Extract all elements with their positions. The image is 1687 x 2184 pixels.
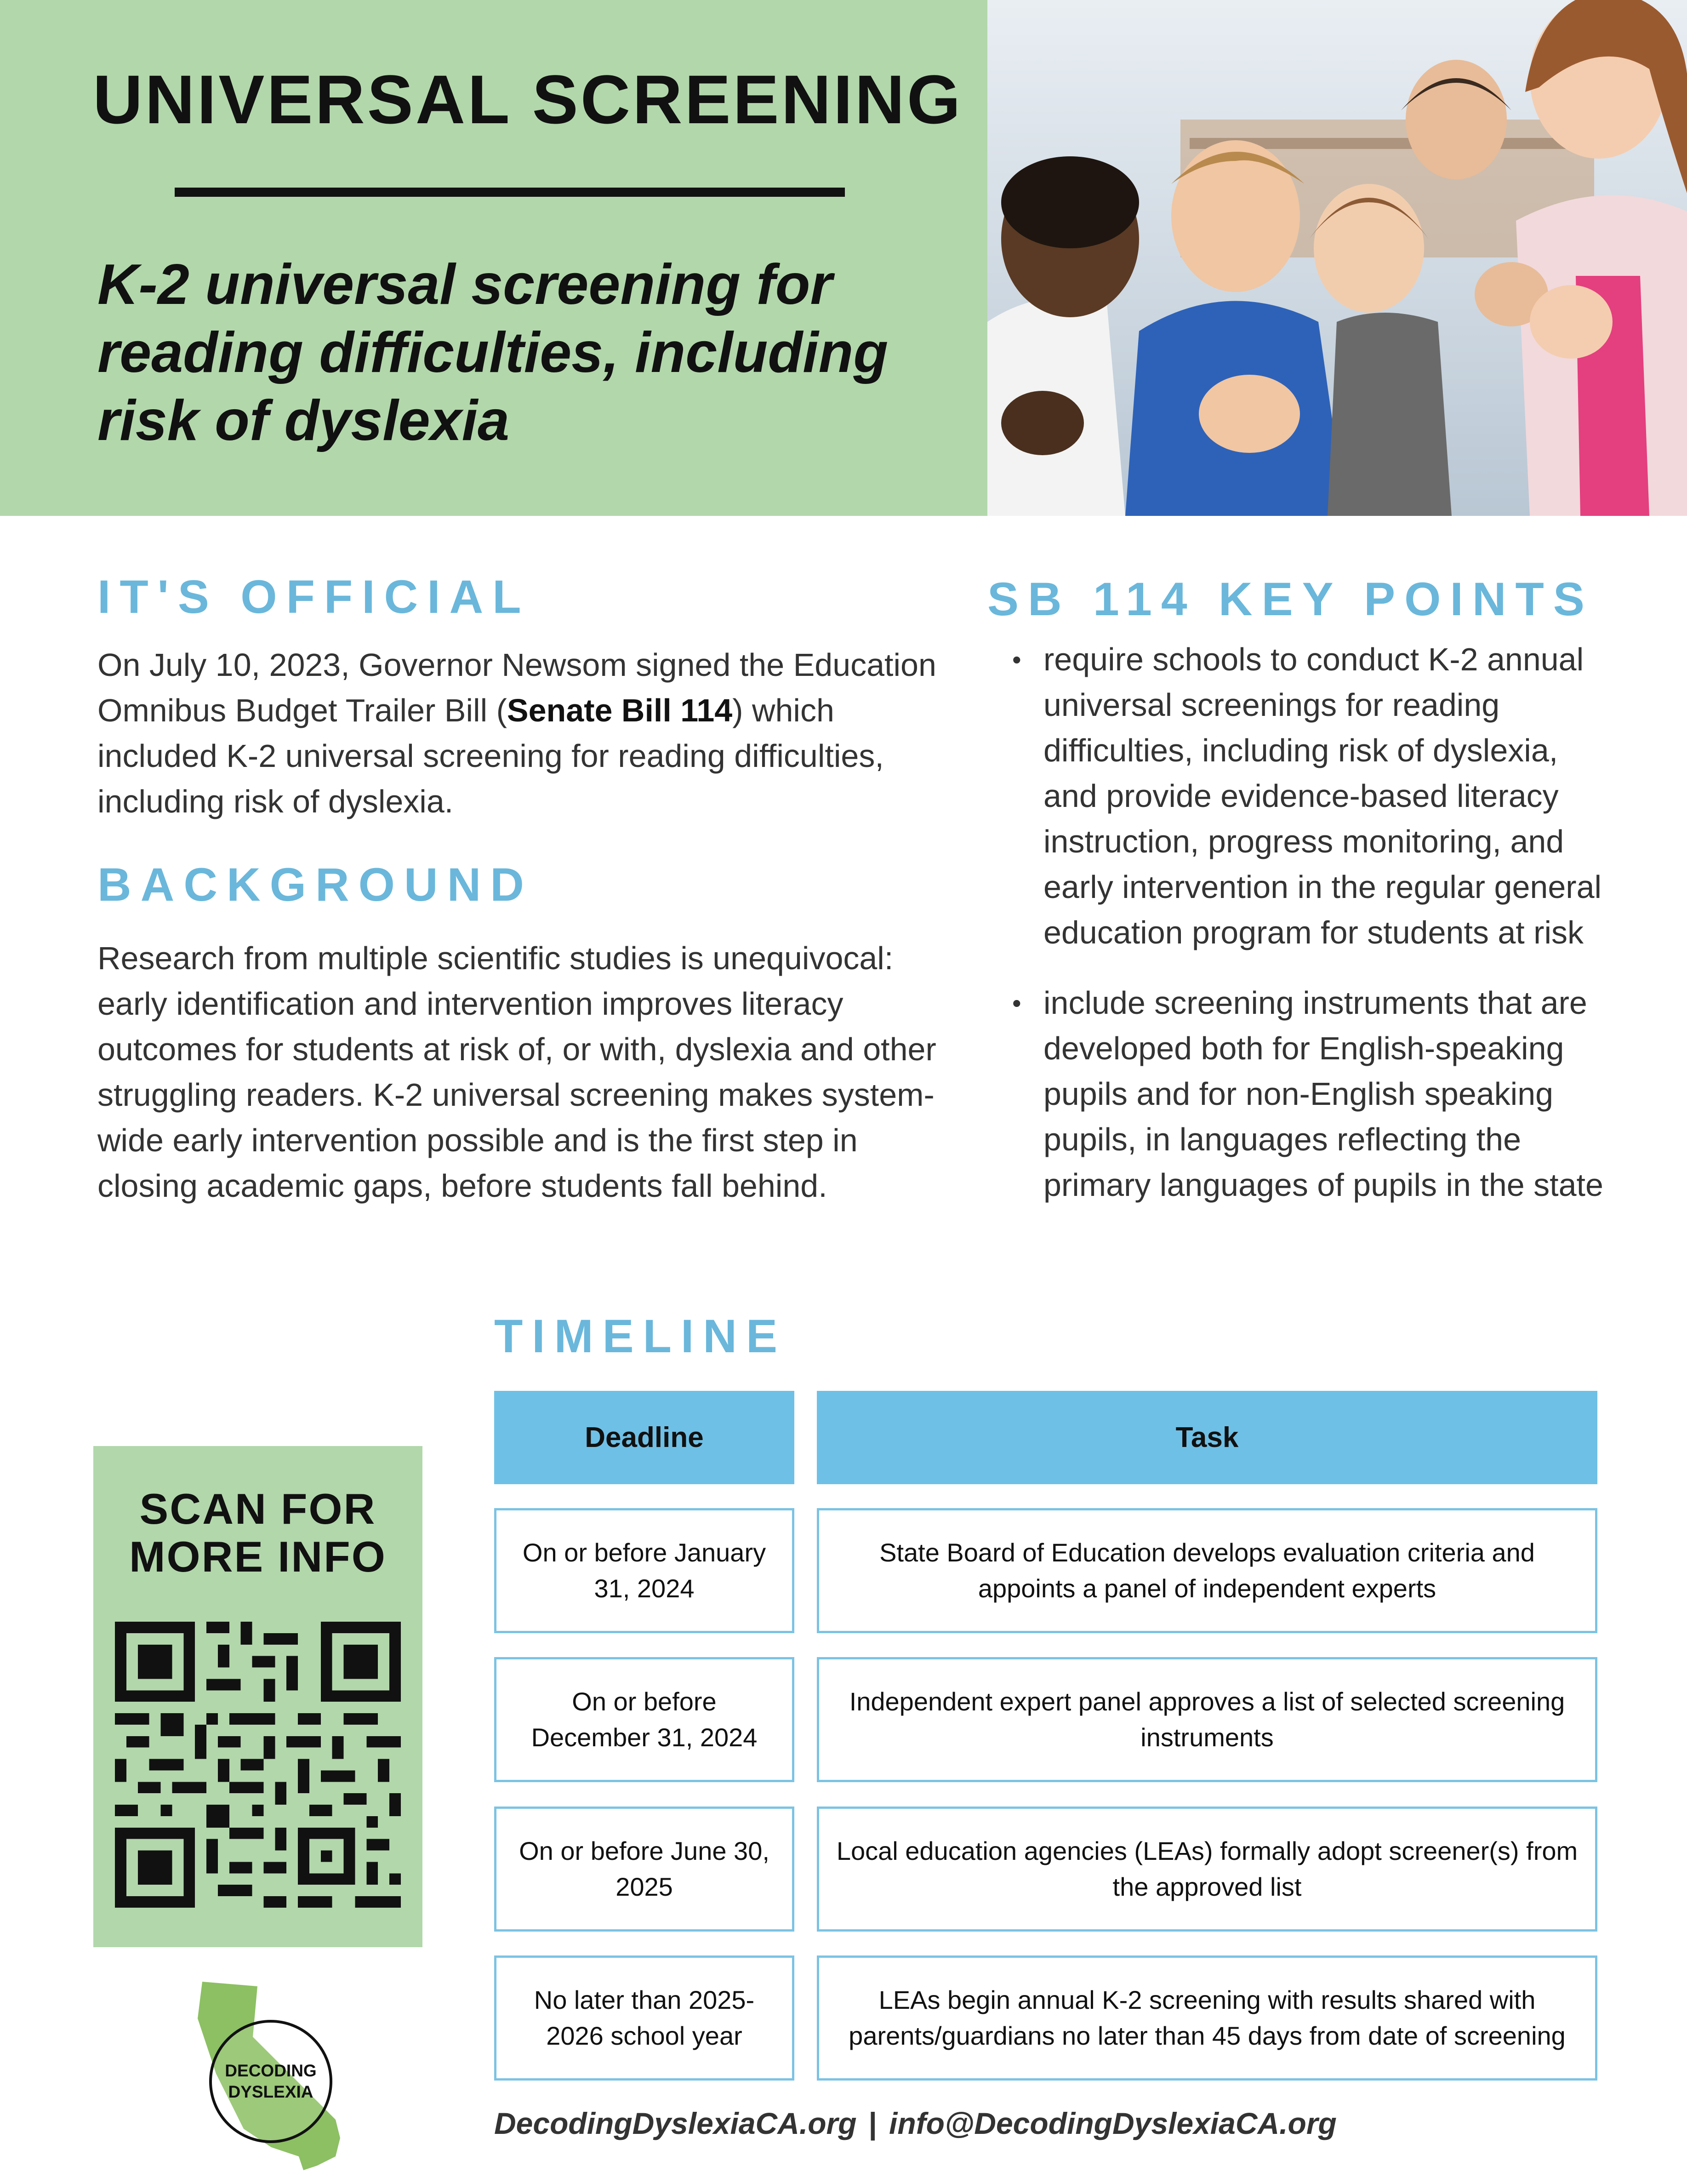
key-points-list (1007, 637, 1604, 1233)
timeline-task-cell: Local education agencies (LEAs) formally adopt screener(s) from the approved list (817, 1807, 1597, 1932)
page-title: UNIVERSAL SCREENING (93, 61, 963, 138)
scan-info-box (93, 1446, 422, 1947)
timeline-deadline-cell: On or before January 31, 2024 (494, 1508, 794, 1633)
official-paragraph (97, 642, 939, 824)
decoding-dyslexia-logo (188, 1982, 372, 2175)
website-link[interactable]: DecodingDyslexiaCA.org (494, 2106, 857, 2140)
timeline-deadline-cell: On or before June 30, 2025 (494, 1807, 794, 1932)
key-point-item: • include screening instruments that are developed both for English-speaking pupils and for non-English speaking pupils, in languages reflecting the primary languages of pupils in the state (1007, 980, 1604, 1208)
timeline-deadline-cell: No later than 2025-2026 school year (494, 1955, 794, 2081)
page-subtitle: K-2 universal screening for reading difficulties, including risk of dyslexia (97, 253, 889, 452)
key-point-item: • require schools to conduct K-2 annual universal screenings for reading difficulties, including risk of dyslexia, and provide evidence-based literacy instruction, progress monitoring, and early intervention in the regular general education program for students at risk (1007, 637, 1604, 955)
timeline-header-task: Task (817, 1391, 1597, 1484)
scan-title (93, 1485, 422, 1581)
footer-contact (0, 2106, 1687, 2141)
background-paragraph: Research from multiple scientific studies is unequivocal: early identification and intervention improves literacy outcomes for students at risk of, or with, dyslexia and other struggling readers. K-2 universal screening makes system-wide early intervention possible and is the first step in closing academic gaps, before students fall behind. (97, 940, 936, 1204)
timeline-task-cell: LEAs begin annual K-2 screening with results shared with parents/guardians no later than 45 days from date of screening (817, 1955, 1597, 2081)
footer-separator: | (868, 2106, 877, 2140)
children-thumbs-up-photo (987, 0, 1687, 516)
timeline-heading: TIMELINE (494, 1310, 787, 1362)
official-heading: IT'S OFFICIAL (97, 571, 530, 623)
scan-title-line: SCAN FOR (139, 1485, 376, 1533)
email-link[interactable]: info@DecodingDyslexiaCA.org (889, 2106, 1337, 2140)
logo-text-line: DYSLEXIA (228, 2082, 313, 2101)
senate-bill-reference: Senate Bill 114 (507, 692, 733, 728)
official-text-before: On July 10, 2023, Governor Newsom signed the Education Omnibus Budget Trailer Bill ( (97, 647, 936, 728)
scan-title-line: MORE INFO (129, 1532, 387, 1581)
title-divider (175, 188, 845, 197)
timeline-task-cell: State Board of Education develops evaluation criteria and appoints a panel of independent experts (817, 1508, 1597, 1633)
timeline-deadline-cell: On or before December 31, 2024 (494, 1657, 794, 1782)
qr-code-icon[interactable] (115, 1622, 401, 1908)
timeline-task-cell: Independent expert panel approves a list of selected screening instruments (817, 1657, 1597, 1782)
official-text-after: ) which included K-2 universal screening for reading difficulties, including risk of dyslexia. (97, 692, 884, 819)
logo-text-line: DECODING (225, 2061, 317, 2080)
timeline-header-deadline: Deadline (494, 1391, 794, 1484)
background-heading: BACKGROUND (97, 858, 533, 911)
key-points-heading: SB 114 KEY POINTS (987, 573, 1594, 625)
